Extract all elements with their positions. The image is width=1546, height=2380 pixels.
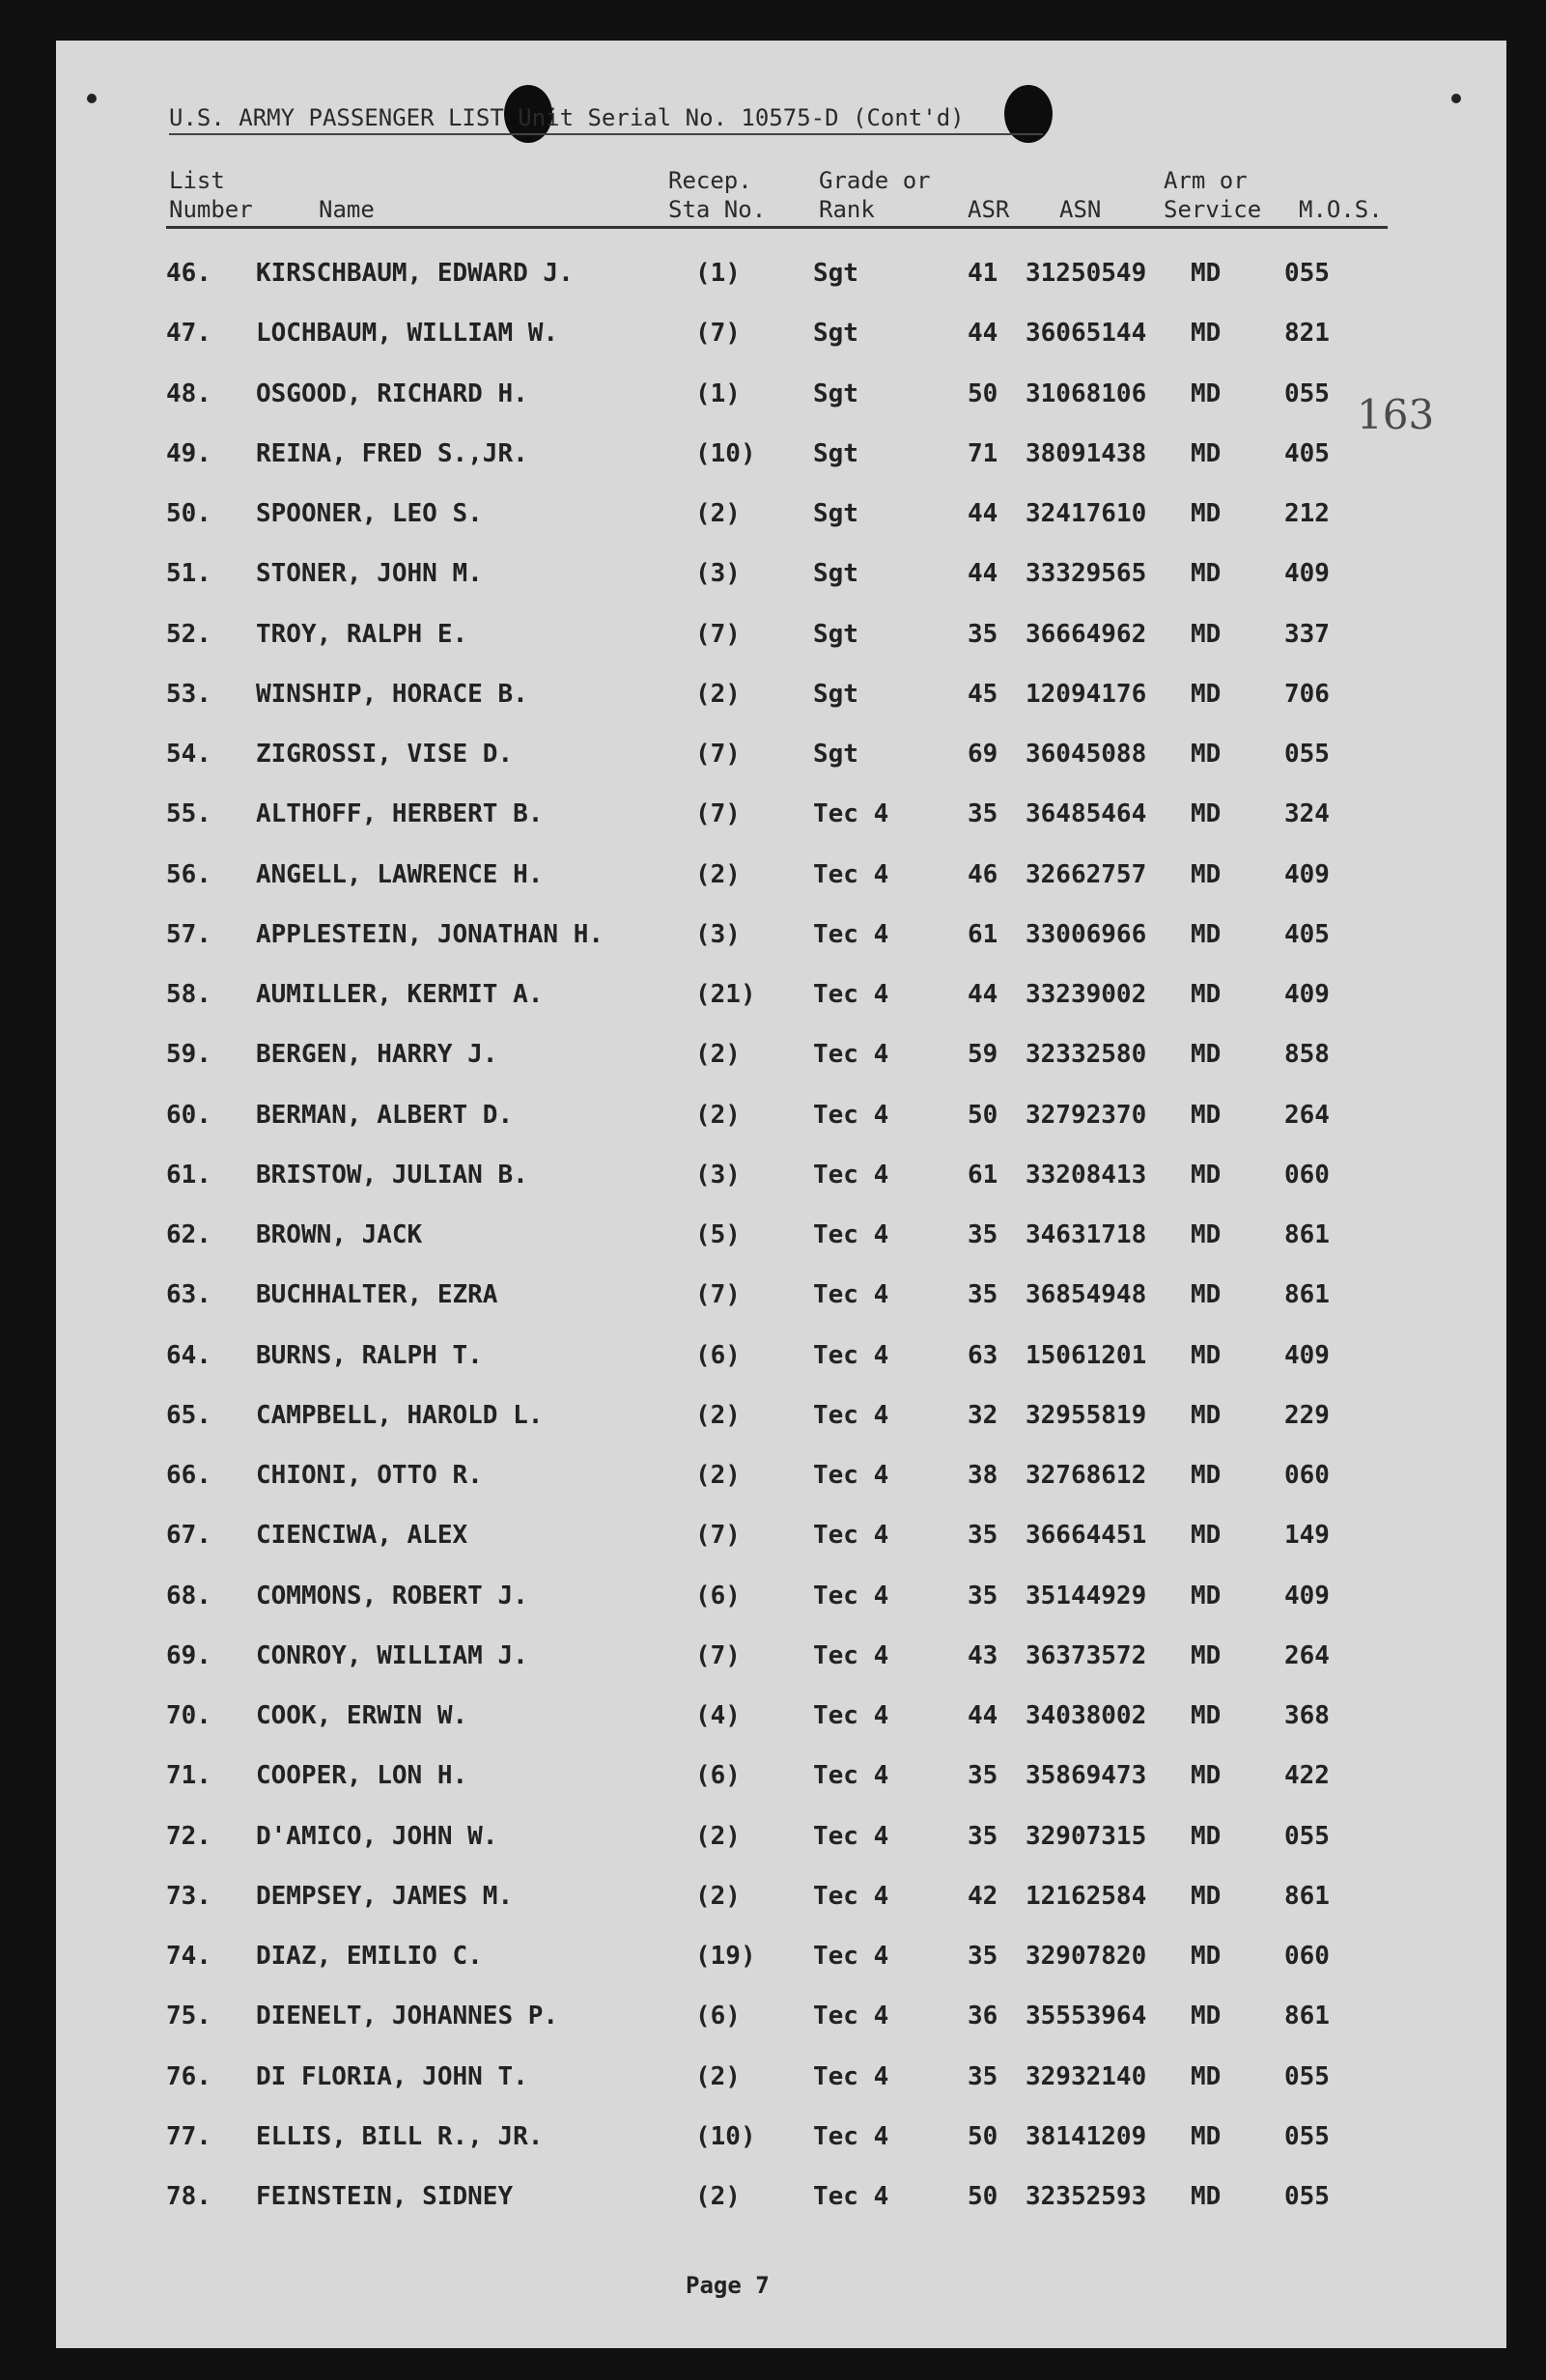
arm-service: MD <box>1191 1040 1222 1070</box>
asr-score: 44 <box>968 499 998 528</box>
document-title: U.S. ARMY PASSENGER LIST Unit Serial No. 10575-D (Cont'd) <box>169 104 1043 135</box>
passenger-name: BERMAN, ALBERT D. <box>256 1100 514 1130</box>
list-number: 48. <box>166 378 211 408</box>
arm-service: MD <box>1191 559 1222 589</box>
arm-service: MD <box>1191 1220 1222 1249</box>
grade-rank: Tec 4 <box>813 1701 889 1730</box>
arm-service: MD <box>1191 859 1222 889</box>
mos-code: 055 <box>1284 2182 1330 2211</box>
passenger-name: CONROY, WILLIAM J. <box>256 1640 528 1670</box>
passenger-name: COMMONS, ROBERT J. <box>256 1581 528 1610</box>
grade-rank: Tec 4 <box>813 2002 889 2031</box>
recep-station: (6) <box>695 1581 741 1610</box>
recep-station: (2) <box>695 499 741 528</box>
passenger-name: ALTHOFF, HERBERT B. <box>256 799 544 829</box>
grade-rank: Tec 4 <box>813 1821 889 1851</box>
passenger-name: DIAZ, EMILIO C. <box>256 1942 483 1971</box>
recep-station: (19) <box>695 1942 756 1971</box>
mos-code: 409 <box>1284 1340 1330 1370</box>
asr-score: 44 <box>968 319 998 349</box>
passenger-name: ANGELL, LAWRENCE H. <box>256 859 544 889</box>
mos-code: 861 <box>1284 1881 1330 1911</box>
serial-number: 36373572 <box>1026 1640 1147 1670</box>
header-recep-line1: Recep. <box>668 167 752 194</box>
passenger-name: D'AMICO, JOHN W. <box>256 1821 498 1851</box>
mos-code: 861 <box>1284 1280 1330 1310</box>
recep-station: (2) <box>695 1100 741 1130</box>
grade-rank: Tec 4 <box>813 1942 889 1971</box>
recep-station: (1) <box>695 259 741 288</box>
passenger-name: BUCHHALTER, EZRA <box>256 1280 498 1310</box>
asr-score: 50 <box>968 2121 998 2151</box>
mos-code: 055 <box>1284 259 1330 288</box>
serial-number: 32932140 <box>1026 2061 1147 2091</box>
passenger-name: CAMPBELL, HAROLD L. <box>256 1400 544 1430</box>
passenger-name: DIENELT, JOHANNES P. <box>256 2002 559 2031</box>
arm-service: MD <box>1191 740 1222 769</box>
recep-station: (4) <box>695 1701 741 1730</box>
arm-service: MD <box>1191 679 1222 709</box>
arm-service: MD <box>1191 1761 1222 1791</box>
serial-number: 36664962 <box>1026 619 1147 649</box>
passenger-name: TROY, RALPH E. <box>256 619 468 649</box>
passenger-name: COOK, ERWIN W. <box>256 1701 468 1730</box>
passenger-name: CHIONI, OTTO R. <box>256 1461 483 1490</box>
header-grade-line1: Grade or <box>819 167 931 194</box>
grade-rank: Sgt <box>813 438 858 468</box>
header-list-number <box>169 166 253 224</box>
header-rule <box>166 226 1388 229</box>
serial-number: 32352593 <box>1026 2182 1147 2211</box>
asr-score: 43 <box>968 1640 998 1670</box>
serial-number: 36854948 <box>1026 1280 1147 1310</box>
arm-service: MD <box>1191 1881 1222 1911</box>
asr-score: 45 <box>968 679 998 709</box>
arm-service: MD <box>1191 1160 1222 1190</box>
recep-station: (2) <box>695 1040 741 1070</box>
list-number: 69. <box>166 1640 211 1670</box>
list-number: 75. <box>166 2002 211 2031</box>
recep-station: (5) <box>695 1220 741 1249</box>
asr-score: 69 <box>968 740 998 769</box>
list-number: 57. <box>166 919 211 949</box>
recep-station: (6) <box>695 2002 741 2031</box>
recep-station: (7) <box>695 1280 741 1310</box>
serial-number: 12162584 <box>1026 1881 1147 1911</box>
list-number: 74. <box>166 1942 211 1971</box>
grade-rank: Sgt <box>813 619 858 649</box>
arm-service: MD <box>1191 1821 1222 1851</box>
serial-number: 38141209 <box>1026 2121 1147 2151</box>
arm-service: MD <box>1191 619 1222 649</box>
list-number: 61. <box>166 1160 211 1190</box>
mos-code: 861 <box>1284 2002 1330 2031</box>
serial-number: 32662757 <box>1026 859 1147 889</box>
paper-speck <box>1451 94 1461 103</box>
passenger-name: BRISTOW, JULIAN B. <box>256 1160 528 1190</box>
grade-rank: Tec 4 <box>813 980 889 1009</box>
arm-service: MD <box>1191 980 1222 1009</box>
recep-station: (10) <box>695 438 756 468</box>
mos-code: 060 <box>1284 1942 1330 1971</box>
arm-service: MD <box>1191 1280 1222 1310</box>
header-asr: ASR <box>968 196 1010 223</box>
asr-score: 35 <box>968 2061 998 2091</box>
header-list-line2: Number <box>169 196 253 223</box>
passenger-name: BURNS, RALPH T. <box>256 1340 483 1370</box>
arm-service: MD <box>1191 259 1222 288</box>
grade-rank: Tec 4 <box>813 1160 889 1190</box>
passenger-name: DI FLORIA, JOHN T. <box>256 2061 528 2091</box>
passenger-name: KIRSCHBAUM, EDWARD J. <box>256 259 574 288</box>
list-number: 59. <box>166 1040 211 1070</box>
passenger-name: LOCHBAUM, WILLIAM W. <box>256 319 559 349</box>
asr-score: 35 <box>968 1521 998 1551</box>
list-number: 64. <box>166 1340 211 1370</box>
mos-code: 060 <box>1284 1160 1330 1190</box>
recep-station: (2) <box>695 1881 741 1911</box>
header-arm <box>1164 166 1261 224</box>
serial-number: 31068106 <box>1026 378 1147 408</box>
asr-score: 35 <box>968 1220 998 1249</box>
asr-score: 44 <box>968 1701 998 1730</box>
serial-number: 36664451 <box>1026 1521 1147 1551</box>
mos-code: 229 <box>1284 1400 1330 1430</box>
mos-code: 212 <box>1284 499 1330 528</box>
serial-number: 36045088 <box>1026 740 1147 769</box>
serial-number: 32768612 <box>1026 1461 1147 1490</box>
grade-rank: Tec 4 <box>813 1881 889 1911</box>
grade-rank: Tec 4 <box>813 1040 889 1070</box>
arm-service: MD <box>1191 1701 1222 1730</box>
list-number: 72. <box>166 1821 211 1851</box>
recep-station: (7) <box>695 799 741 829</box>
arm-service: MD <box>1191 499 1222 528</box>
passenger-name: BROWN, JACK <box>256 1220 423 1249</box>
list-number: 53. <box>166 679 211 709</box>
asr-score: 32 <box>968 1400 998 1430</box>
arm-service: MD <box>1191 2121 1222 2151</box>
recep-station: (2) <box>695 859 741 889</box>
recep-station: (7) <box>695 1521 741 1551</box>
mos-code: 149 <box>1284 1521 1330 1551</box>
passenger-name: AUMILLER, KERMIT A. <box>256 980 544 1009</box>
grade-rank: Tec 4 <box>813 799 889 829</box>
recep-station: (21) <box>695 980 756 1009</box>
list-number: 65. <box>166 1400 211 1430</box>
grade-rank: Tec 4 <box>813 1761 889 1791</box>
mos-code: 324 <box>1284 799 1330 829</box>
serial-number: 33006966 <box>1026 919 1147 949</box>
recep-station: (2) <box>695 2061 741 2091</box>
asr-score: 36 <box>968 2002 998 2031</box>
asr-score: 38 <box>968 1461 998 1490</box>
asr-score: 35 <box>968 619 998 649</box>
header-mos: M.O.S. <box>1299 196 1383 223</box>
recep-station: (7) <box>695 740 741 769</box>
arm-service: MD <box>1191 2061 1222 2091</box>
asr-score: 42 <box>968 1881 998 1911</box>
arm-service: MD <box>1191 319 1222 349</box>
recep-station: (2) <box>695 679 741 709</box>
passenger-name: ZIGROSSI, VISE D. <box>256 740 514 769</box>
serial-number: 35553964 <box>1026 2002 1147 2031</box>
header-asn: ASN <box>1059 196 1102 223</box>
list-number: 55. <box>166 799 211 829</box>
arm-service: MD <box>1191 1461 1222 1490</box>
list-number: 68. <box>166 1581 211 1610</box>
passenger-name: DEMPSEY, JAMES M. <box>256 1881 514 1911</box>
asr-score: 44 <box>968 559 998 589</box>
serial-number: 34038002 <box>1026 1701 1147 1730</box>
list-number: 78. <box>166 2182 211 2211</box>
grade-rank: Tec 4 <box>813 1220 889 1249</box>
list-number: 47. <box>166 319 211 349</box>
asr-score: 46 <box>968 859 998 889</box>
grade-rank: Tec 4 <box>813 1581 889 1610</box>
grade-rank: Sgt <box>813 679 858 709</box>
recep-station: (6) <box>695 1761 741 1791</box>
arm-service: MD <box>1191 1640 1222 1670</box>
header-recep-line2: Sta No. <box>668 196 767 223</box>
list-number: 66. <box>166 1461 211 1490</box>
recep-station: (1) <box>695 378 741 408</box>
passenger-name: BERGEN, HARRY J. <box>256 1040 498 1070</box>
recep-station: (7) <box>695 619 741 649</box>
passenger-name: STONER, JOHN M. <box>256 559 483 589</box>
arm-service: MD <box>1191 1340 1222 1370</box>
asr-score: 35 <box>968 1821 998 1851</box>
grade-rank: Tec 4 <box>813 1100 889 1130</box>
serial-number: 12094176 <box>1026 679 1147 709</box>
mos-code: 264 <box>1284 1100 1330 1130</box>
grade-rank: Tec 4 <box>813 2121 889 2151</box>
passenger-name: OSGOOD, RICHARD H. <box>256 378 528 408</box>
mos-code: 405 <box>1284 919 1330 949</box>
mos-code: 055 <box>1284 378 1330 408</box>
serial-number: 35869473 <box>1026 1761 1147 1791</box>
list-number: 62. <box>166 1220 211 1249</box>
asr-score: 35 <box>968 1942 998 1971</box>
recep-station: (2) <box>695 2182 741 2211</box>
recep-station: (3) <box>695 919 741 949</box>
mos-code: 821 <box>1284 319 1330 349</box>
grade-rank: Tec 4 <box>813 919 889 949</box>
passenger-name: SPOONER, LEO S. <box>256 499 483 528</box>
passenger-name: FEINSTEIN, SIDNEY <box>256 2182 514 2211</box>
page-footer: Page 7 <box>686 2272 770 2299</box>
passenger-name: CIENCIWA, ALEX <box>256 1521 468 1551</box>
mos-code: 422 <box>1284 1761 1330 1791</box>
asr-score: 63 <box>968 1340 998 1370</box>
grade-rank: Tec 4 <box>813 1640 889 1670</box>
arm-service: MD <box>1191 799 1222 829</box>
serial-number: 15061201 <box>1026 1340 1147 1370</box>
passenger-name: COOPER, LON H. <box>256 1761 468 1791</box>
arm-service: MD <box>1191 919 1222 949</box>
list-number: 49. <box>166 438 211 468</box>
mos-code: 858 <box>1284 1040 1330 1070</box>
serial-number: 31250549 <box>1026 259 1147 288</box>
arm-service: MD <box>1191 1581 1222 1610</box>
header-recep <box>668 166 766 224</box>
grade-rank: Sgt <box>813 378 858 408</box>
passenger-name: REINA, FRED S.,JR. <box>256 438 528 468</box>
recep-station: (10) <box>695 2121 756 2151</box>
mos-code: 055 <box>1284 740 1330 769</box>
asr-score: 50 <box>968 1100 998 1130</box>
header-arm-line2: Service <box>1164 196 1262 223</box>
asr-score: 59 <box>968 1040 998 1070</box>
passenger-name: APPLESTEIN, JONATHAN H. <box>256 919 604 949</box>
serial-number: 32907820 <box>1026 1942 1147 1971</box>
asr-score: 41 <box>968 259 998 288</box>
header-arm-line1: Arm or <box>1164 167 1248 194</box>
arm-service: MD <box>1191 2002 1222 2031</box>
serial-number: 33239002 <box>1026 980 1147 1009</box>
passenger-name: ELLIS, BILL R., JR. <box>256 2121 544 2151</box>
mos-code: 337 <box>1284 619 1330 649</box>
serial-number: 32792370 <box>1026 1100 1147 1130</box>
list-number: 54. <box>166 740 211 769</box>
serial-number: 33208413 <box>1026 1160 1147 1190</box>
grade-rank: Sgt <box>813 740 858 769</box>
list-number: 63. <box>166 1280 211 1310</box>
list-number: 76. <box>166 2061 211 2091</box>
list-number: 67. <box>166 1521 211 1551</box>
asr-score: 35 <box>968 1280 998 1310</box>
recep-station: (3) <box>695 559 741 589</box>
serial-number: 35144929 <box>1026 1581 1147 1610</box>
list-number: 70. <box>166 1701 211 1730</box>
mos-code: 405 <box>1284 438 1330 468</box>
serial-number: 33329565 <box>1026 559 1147 589</box>
grade-rank: Sgt <box>813 559 858 589</box>
asr-score: 35 <box>968 1581 998 1610</box>
serial-number: 32417610 <box>1026 499 1147 528</box>
arm-service: MD <box>1191 1100 1222 1130</box>
serial-number: 32332580 <box>1026 1040 1147 1070</box>
mos-code: 264 <box>1284 1640 1330 1670</box>
recep-station: (2) <box>695 1400 741 1430</box>
mos-code: 060 <box>1284 1461 1330 1490</box>
grade-rank: Tec 4 <box>813 2061 889 2091</box>
recep-station: (2) <box>695 1821 741 1851</box>
header-grade <box>819 166 931 224</box>
list-number: 51. <box>166 559 211 589</box>
header-name: Name <box>319 196 375 223</box>
arm-service: MD <box>1191 2182 1222 2211</box>
mos-code: 368 <box>1284 1701 1330 1730</box>
list-number: 77. <box>166 2121 211 2151</box>
asr-score: 50 <box>968 378 998 408</box>
asr-score: 71 <box>968 438 998 468</box>
grade-rank: Tec 4 <box>813 1461 889 1490</box>
recep-station: (7) <box>695 1640 741 1670</box>
mos-code: 409 <box>1284 559 1330 589</box>
recep-station: (7) <box>695 319 741 349</box>
asr-score: 44 <box>968 980 998 1009</box>
asr-score: 35 <box>968 1761 998 1791</box>
passenger-name: WINSHIP, HORACE B. <box>256 679 528 709</box>
mos-code: 861 <box>1284 1220 1330 1249</box>
list-number: 58. <box>166 980 211 1009</box>
grade-rank: Sgt <box>813 499 858 528</box>
header-grade-line2: Rank <box>819 196 875 223</box>
margin-page-number: 163 <box>1357 391 1435 438</box>
list-number: 50. <box>166 499 211 528</box>
asr-score: 35 <box>968 799 998 829</box>
serial-number: 32907315 <box>1026 1821 1147 1851</box>
mos-code: 409 <box>1284 859 1330 889</box>
paper-speck <box>87 94 97 103</box>
grade-rank: Tec 4 <box>813 1280 889 1310</box>
header-list-line1: List <box>169 167 225 194</box>
recep-station: (6) <box>695 1340 741 1370</box>
arm-service: MD <box>1191 378 1222 408</box>
grade-rank: Tec 4 <box>813 1400 889 1430</box>
mos-code: 409 <box>1284 980 1330 1009</box>
recep-station: (3) <box>695 1160 741 1190</box>
serial-number: 34631718 <box>1026 1220 1147 1249</box>
list-number: 56. <box>166 859 211 889</box>
arm-service: MD <box>1191 1400 1222 1430</box>
list-number: 60. <box>166 1100 211 1130</box>
list-number: 52. <box>166 619 211 649</box>
mos-code: 055 <box>1284 1821 1330 1851</box>
arm-service: MD <box>1191 1942 1222 1971</box>
asr-score: 61 <box>968 919 998 949</box>
grade-rank: Tec 4 <box>813 1340 889 1370</box>
grade-rank: Tec 4 <box>813 2182 889 2211</box>
serial-number: 38091438 <box>1026 438 1147 468</box>
list-number: 71. <box>166 1761 211 1791</box>
asr-score: 50 <box>968 2182 998 2211</box>
grade-rank: Sgt <box>813 319 858 349</box>
serial-number: 36065144 <box>1026 319 1147 349</box>
mos-code: 409 <box>1284 1581 1330 1610</box>
serial-number: 32955819 <box>1026 1400 1147 1430</box>
recep-station: (2) <box>695 1461 741 1490</box>
serial-number: 36485464 <box>1026 799 1147 829</box>
mos-code: 055 <box>1284 2061 1330 2091</box>
mos-code: 706 <box>1284 679 1330 709</box>
list-number: 73. <box>166 1881 211 1911</box>
arm-service: MD <box>1191 438 1222 468</box>
asr-score: 61 <box>968 1160 998 1190</box>
list-number: 46. <box>166 259 211 288</box>
grade-rank: Tec 4 <box>813 1521 889 1551</box>
grade-rank: Sgt <box>813 259 858 288</box>
grade-rank: Tec 4 <box>813 859 889 889</box>
mos-code: 055 <box>1284 2121 1330 2151</box>
arm-service: MD <box>1191 1521 1222 1551</box>
